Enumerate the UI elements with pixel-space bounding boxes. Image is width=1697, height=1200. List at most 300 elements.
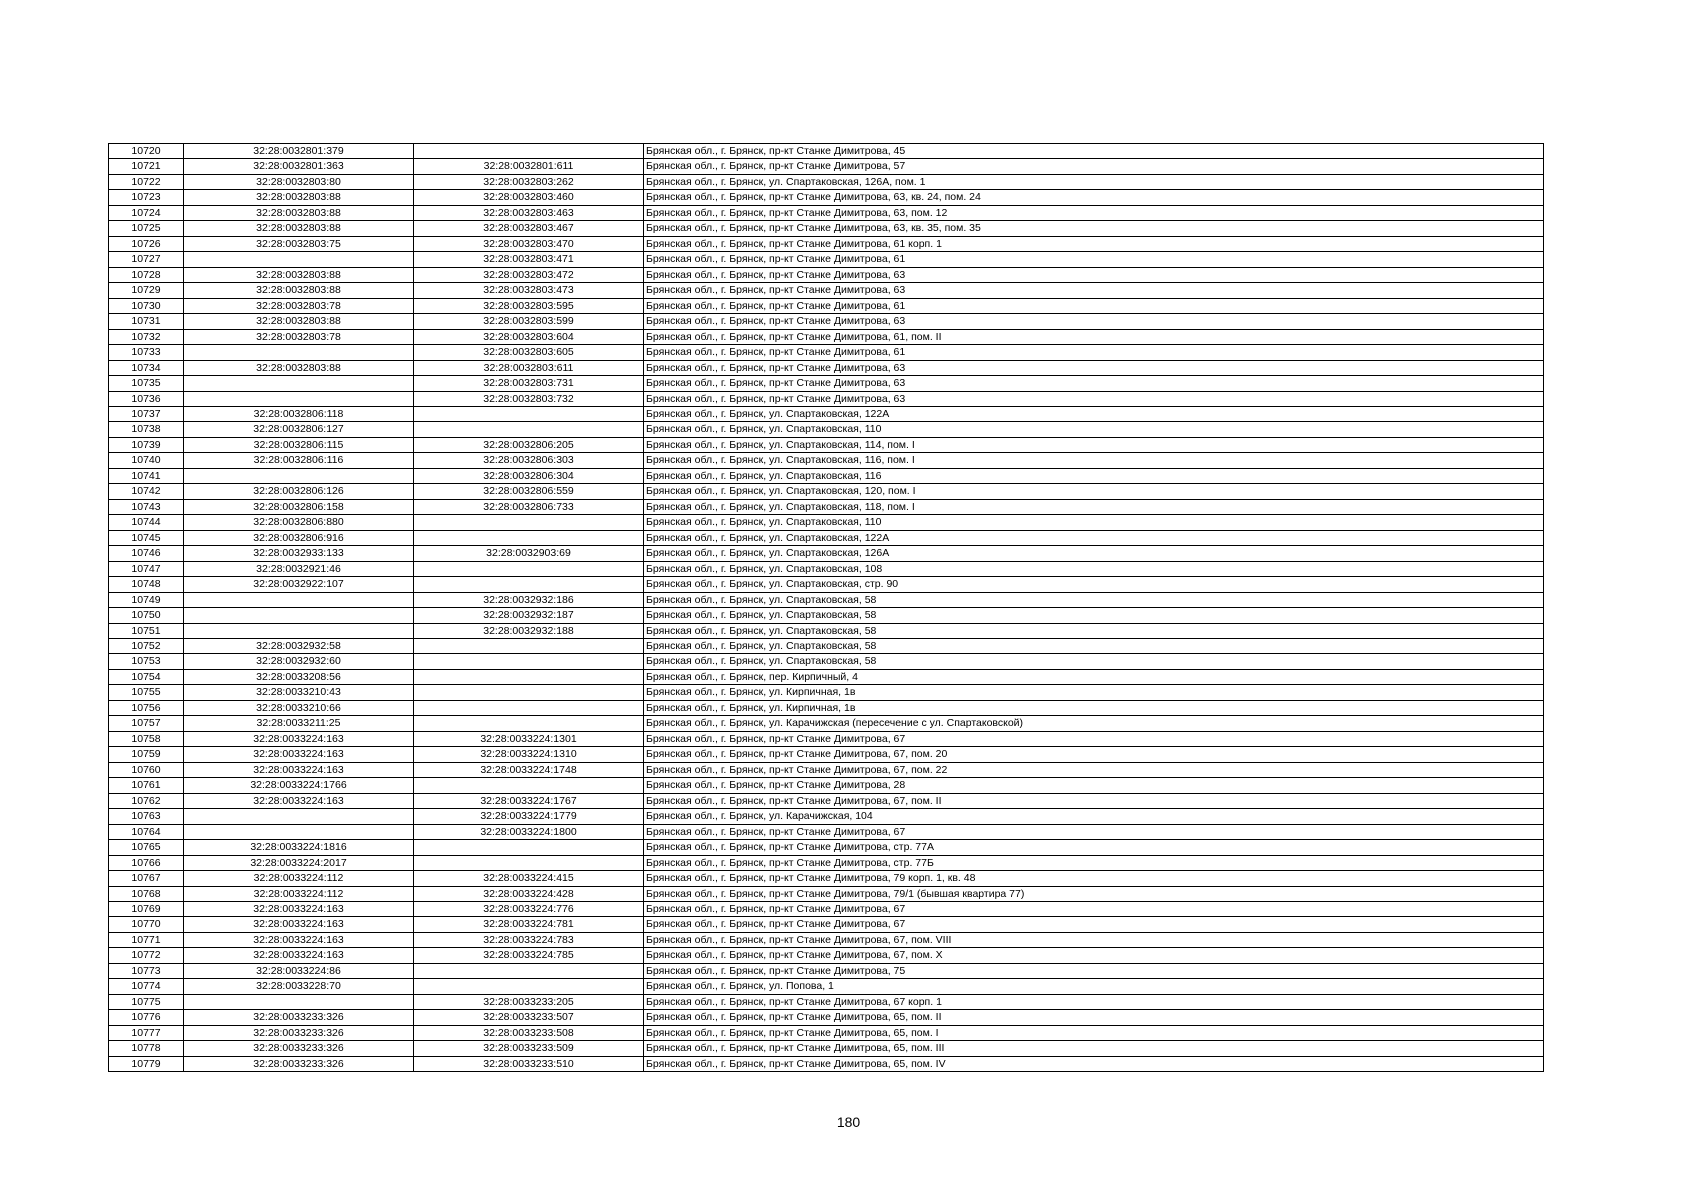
land-cadastral-number-cell: 32:28:0033224:86	[184, 963, 414, 978]
address-cell: Брянская обл., г. Брянск, пр-кт Станке Димитрова, 63	[644, 391, 1544, 406]
object-cadastral-number-cell: 32:28:0032806:303	[414, 453, 644, 468]
land-cadastral-number-cell	[184, 252, 414, 267]
land-cadastral-number-cell: 32:28:0033224:163	[184, 917, 414, 932]
row-number-cell: 10760	[109, 762, 184, 777]
object-cadastral-number-cell: 32:28:0032803:460	[414, 190, 644, 205]
table-row	[109, 530, 1544, 545]
land-cadastral-number-cell	[184, 468, 414, 483]
address-cell: Брянская обл., г. Брянск, пр-кт Станке Димитрова, 67 корп. 1	[644, 994, 1544, 1009]
row-number-cell: 10769	[109, 901, 184, 916]
address-cell: Брянская обл., г. Брянск, пр-кт Станке Димитрова, 67	[644, 824, 1544, 839]
land-cadastral-number-cell: 32:28:0033224:2017	[184, 855, 414, 870]
row-number-cell: 10775	[109, 994, 184, 1009]
land-cadastral-number-cell: 32:28:0033224:163	[184, 948, 414, 963]
object-cadastral-number-cell: 32:28:0033224:783	[414, 932, 644, 947]
land-cadastral-number-cell: 32:28:0032803:80	[184, 174, 414, 189]
address-cell: Брянская обл., г. Брянск, ул. Спартаковская, 110	[644, 422, 1544, 437]
land-cadastral-number-cell: 32:28:0033224:1766	[184, 778, 414, 793]
row-number-cell: 10724	[109, 205, 184, 220]
object-cadastral-number-cell	[414, 639, 644, 654]
object-cadastral-number-cell	[414, 979, 644, 994]
address-cell: Брянская обл., г. Брянск, пр-кт Станке Димитрова, 61	[644, 298, 1544, 313]
object-cadastral-number-cell: 32:28:0032803:604	[414, 329, 644, 344]
table-row	[109, 376, 1544, 391]
table-row	[109, 669, 1544, 684]
address-cell: Брянская обл., г. Брянск, ул. Спартаковская, 58	[644, 608, 1544, 623]
object-cadastral-number-cell	[414, 778, 644, 793]
table-row	[109, 623, 1544, 638]
land-cadastral-number-cell: 32:28:0032803:88	[184, 190, 414, 205]
table-row	[109, 561, 1544, 576]
table-row	[109, 731, 1544, 746]
land-cadastral-number-cell	[184, 592, 414, 607]
table-row	[109, 886, 1544, 901]
table-row	[109, 979, 1544, 994]
row-number-cell: 10770	[109, 917, 184, 932]
row-number-cell: 10747	[109, 561, 184, 576]
address-cell: Брянская обл., г. Брянск, пр-кт Станке Димитрова, 63, пом. 12	[644, 205, 1544, 220]
table-row	[109, 345, 1544, 360]
land-cadastral-number-cell: 32:28:0032806:116	[184, 453, 414, 468]
land-cadastral-number-cell	[184, 345, 414, 360]
row-number-cell: 10778	[109, 1041, 184, 1056]
object-cadastral-number-cell: 32:28:0032803:611	[414, 360, 644, 375]
row-number-cell: 10741	[109, 468, 184, 483]
row-number-cell: 10728	[109, 267, 184, 282]
table-row	[109, 932, 1544, 947]
address-cell: Брянская обл., г. Брянск, пр-кт Станке Димитрова, 63, кв. 24, пом. 24	[644, 190, 1544, 205]
page-number: 180	[836, 1114, 861, 1130]
row-number-cell: 10749	[109, 592, 184, 607]
table-row	[109, 871, 1544, 886]
land-cadastral-number-cell: 32:28:0033210:66	[184, 700, 414, 715]
row-number-cell: 10727	[109, 252, 184, 267]
land-cadastral-number-cell	[184, 824, 414, 839]
table-row	[109, 747, 1544, 762]
row-number-cell: 10730	[109, 298, 184, 313]
address-cell: Брянская обл., г. Брянск, пр-кт Станке Димитрова, 61, пом. II	[644, 329, 1544, 344]
address-cell: Брянская обл., г. Брянск, пр-кт Станке Димитрова, 67, пом. VIII	[644, 932, 1544, 947]
table-row	[109, 685, 1544, 700]
row-number-cell: 10757	[109, 716, 184, 731]
row-number-cell: 10731	[109, 314, 184, 329]
address-cell: Брянская обл., г. Брянск, ул. Спартаковская, 58	[644, 639, 1544, 654]
row-number-cell: 10758	[109, 731, 184, 746]
row-number-cell: 10762	[109, 793, 184, 808]
table-row	[109, 700, 1544, 715]
object-cadastral-number-cell: 32:28:0033233:508	[414, 1025, 644, 1040]
object-cadastral-number-cell: 32:28:0032803:470	[414, 236, 644, 251]
table-row	[109, 314, 1544, 329]
table-row	[109, 1010, 1544, 1025]
land-cadastral-number-cell: 32:28:0033224:163	[184, 731, 414, 746]
table-row	[109, 252, 1544, 267]
object-cadastral-number-cell	[414, 654, 644, 669]
address-cell: Брянская обл., г. Брянск, ул. Спартаковская, 58	[644, 592, 1544, 607]
address-cell: Брянская обл., г. Брянск, пр-кт Станке Димитрова, 67	[644, 731, 1544, 746]
address-cell: Брянская обл., г. Брянск, пр-кт Станке Димитрова, 63	[644, 376, 1544, 391]
table-row	[109, 762, 1544, 777]
land-cadastral-number-cell: 32:28:0033210:43	[184, 685, 414, 700]
table-row	[109, 236, 1544, 251]
address-cell: Брянская обл., г. Брянск, ул. Спартаковская, 120, пом. I	[644, 484, 1544, 499]
table-row	[109, 144, 1544, 159]
land-cadastral-number-cell: 32:28:0033224:163	[184, 901, 414, 916]
table-row	[109, 190, 1544, 205]
object-cadastral-number-cell	[414, 840, 644, 855]
address-cell: Брянская обл., г. Брянск, ул. Спартаковская, 122А	[644, 406, 1544, 421]
object-cadastral-number-cell	[414, 716, 644, 731]
table-row	[109, 1041, 1544, 1056]
land-cadastral-number-cell: 32:28:0032806:880	[184, 515, 414, 530]
land-cadastral-number-cell: 32:28:0032801:379	[184, 144, 414, 159]
land-cadastral-number-cell: 32:28:0032803:88	[184, 205, 414, 220]
address-cell: Брянская обл., г. Брянск, пр-кт Станке Димитрова, 67, пом. 22	[644, 762, 1544, 777]
land-cadastral-number-cell: 32:28:0032803:88	[184, 360, 414, 375]
object-cadastral-number-cell	[414, 855, 644, 870]
table-row	[109, 391, 1544, 406]
table-row	[109, 809, 1544, 824]
table-row	[109, 948, 1544, 963]
object-cadastral-number-cell: 32:28:0032803:467	[414, 221, 644, 236]
object-cadastral-number-cell	[414, 700, 644, 715]
object-cadastral-number-cell: 32:28:0032932:186	[414, 592, 644, 607]
table-row	[109, 577, 1544, 592]
land-cadastral-number-cell: 32:28:0032806:158	[184, 499, 414, 514]
table-row	[109, 840, 1544, 855]
object-cadastral-number-cell	[414, 577, 644, 592]
row-number-cell: 10734	[109, 360, 184, 375]
address-cell: Брянская обл., г. Брянск, пр-кт Станке Димитрова, 75	[644, 963, 1544, 978]
table-row	[109, 221, 1544, 236]
object-cadastral-number-cell: 32:28:0033224:415	[414, 871, 644, 886]
table-row	[109, 608, 1544, 623]
land-cadastral-number-cell	[184, 994, 414, 1009]
row-number-cell: 10744	[109, 515, 184, 530]
table-row	[109, 639, 1544, 654]
object-cadastral-number-cell: 32:28:0033224:1767	[414, 793, 644, 808]
table-row	[109, 778, 1544, 793]
address-cell: Брянская обл., г. Брянск, ул. Карачижская (пересечение с ул. Спартаковской)	[644, 716, 1544, 731]
table-row	[109, 1056, 1544, 1071]
address-cell: Брянская обл., г. Брянск, пр-кт Станке Димитрова, 67, пом. 20	[644, 747, 1544, 762]
land-cadastral-number-cell	[184, 376, 414, 391]
land-cadastral-number-cell: 32:28:0032806:115	[184, 437, 414, 452]
address-cell: Брянская обл., г. Брянск, ул. Спартаковская, 126А	[644, 546, 1544, 561]
address-cell: Брянская обл., г. Брянск, ул. Спартаковская, стр. 90	[644, 577, 1544, 592]
address-cell: Брянская обл., г. Брянск, пр-кт Станке Димитрова, 63	[644, 360, 1544, 375]
row-number-cell: 10755	[109, 685, 184, 700]
object-cadastral-number-cell: 32:28:0032803:605	[414, 345, 644, 360]
object-cadastral-number-cell: 32:28:0032806:733	[414, 499, 644, 514]
address-cell: Брянская обл., г. Брянск, пр-кт Станке Димитрова, стр. 77Б	[644, 855, 1544, 870]
row-number-cell: 10753	[109, 654, 184, 669]
table-row	[109, 793, 1544, 808]
land-cadastral-number-cell: 32:28:0032806:127	[184, 422, 414, 437]
row-number-cell: 10774	[109, 979, 184, 994]
row-number-cell: 10766	[109, 855, 184, 870]
row-number-cell: 10736	[109, 391, 184, 406]
land-cadastral-number-cell: 32:28:0032803:88	[184, 283, 414, 298]
object-cadastral-number-cell	[414, 669, 644, 684]
address-cell: Брянская обл., г. Брянск, ул. Спартаковская, 108	[644, 561, 1544, 576]
object-cadastral-number-cell	[414, 406, 644, 421]
land-cadastral-number-cell	[184, 608, 414, 623]
row-number-cell: 10743	[109, 499, 184, 514]
row-number-cell: 10776	[109, 1010, 184, 1025]
row-number-cell: 10765	[109, 840, 184, 855]
address-cell: Брянская обл., г. Брянск, пр-кт Станке Димитрова, 65, пом. II	[644, 1010, 1544, 1025]
object-cadastral-number-cell: 32:28:0033224:1301	[414, 731, 644, 746]
table-row	[109, 994, 1544, 1009]
address-cell: Брянская обл., г. Брянск, пр-кт Станке Димитрова, 67, пом. X	[644, 948, 1544, 963]
row-number-cell: 10739	[109, 437, 184, 452]
object-cadastral-number-cell: 32:28:0033224:1779	[414, 809, 644, 824]
land-cadastral-number-cell: 32:28:0033208:56	[184, 669, 414, 684]
address-cell: Брянская обл., г. Брянск, пр-кт Станке Димитрова, 67	[644, 917, 1544, 932]
object-cadastral-number-cell: 32:28:0032803:463	[414, 205, 644, 220]
table-row	[109, 298, 1544, 313]
object-cadastral-number-cell: 32:28:0033224:1310	[414, 747, 644, 762]
address-cell: Брянская обл., г. Брянск, пр-кт Станке Димитрова, 63	[644, 267, 1544, 282]
address-cell: Брянская обл., г. Брянск, пер. Кирпичный, 4	[644, 669, 1544, 684]
address-cell: Брянская обл., г. Брянск, ул. Спартаковская, 110	[644, 515, 1544, 530]
address-cell: Брянская обл., г. Брянск, пр-кт Станке Димитрова, 63, кв. 35, пом. 35	[644, 221, 1544, 236]
row-number-cell: 10726	[109, 236, 184, 251]
object-cadastral-number-cell: 32:28:0033224:428	[414, 886, 644, 901]
land-cadastral-number-cell: 32:28:0033224:163	[184, 793, 414, 808]
address-cell: Брянская обл., г. Брянск, ул. Кирпичная, 1в	[644, 685, 1544, 700]
table-row	[109, 205, 1544, 220]
row-number-cell: 10733	[109, 345, 184, 360]
row-number-cell: 10777	[109, 1025, 184, 1040]
object-cadastral-number-cell: 32:28:0033233:507	[414, 1010, 644, 1025]
row-number-cell: 10773	[109, 963, 184, 978]
row-number-cell: 10722	[109, 174, 184, 189]
table-row	[109, 824, 1544, 839]
row-number-cell: 10768	[109, 886, 184, 901]
land-cadastral-number-cell: 32:28:0032922:107	[184, 577, 414, 592]
table-row	[109, 716, 1544, 731]
land-cadastral-number-cell: 32:28:0033224:163	[184, 747, 414, 762]
object-cadastral-number-cell	[414, 515, 644, 530]
land-cadastral-number-cell: 32:28:0033224:163	[184, 932, 414, 947]
address-cell: Брянская обл., г. Брянск, пр-кт Станке Димитрова, 67, пом. II	[644, 793, 1544, 808]
address-cell: Брянская обл., г. Брянск, пр-кт Станке Димитрова, 28	[644, 778, 1544, 793]
land-cadastral-number-cell: 32:28:0033228:70	[184, 979, 414, 994]
object-cadastral-number-cell: 32:28:0032803:471	[414, 252, 644, 267]
land-cadastral-number-cell: 32:28:0032921:46	[184, 561, 414, 576]
land-cadastral-number-cell: 32:28:0032933:133	[184, 546, 414, 561]
address-cell: Брянская обл., г. Брянск, пр-кт Станке Димитрова, 63	[644, 314, 1544, 329]
row-number-cell: 10771	[109, 932, 184, 947]
row-number-cell: 10763	[109, 809, 184, 824]
address-cell: Брянская обл., г. Брянск, ул. Спартаковская, 116, пом. I	[644, 453, 1544, 468]
land-cadastral-number-cell: 32:28:0032803:88	[184, 221, 414, 236]
table-row	[109, 917, 1544, 932]
object-cadastral-number-cell: 32:28:0033224:776	[414, 901, 644, 916]
object-cadastral-number-cell: 32:28:0032803:262	[414, 174, 644, 189]
object-cadastral-number-cell: 32:28:0032803:731	[414, 376, 644, 391]
row-number-cell: 10761	[109, 778, 184, 793]
object-cadastral-number-cell: 32:28:0033233:510	[414, 1056, 644, 1071]
row-number-cell: 10756	[109, 700, 184, 715]
address-cell: Брянская обл., г. Брянск, ул. Спартаковская, 126А, пом. 1	[644, 174, 1544, 189]
registry-table-body	[109, 144, 1544, 1072]
land-cadastral-number-cell: 32:28:0033224:163	[184, 762, 414, 777]
land-cadastral-number-cell: 32:28:0032803:88	[184, 267, 414, 282]
table-row	[109, 654, 1544, 669]
object-cadastral-number-cell: 32:28:0033224:1748	[414, 762, 644, 777]
address-cell: Брянская обл., г. Брянск, пр-кт Станке Димитрова, 57	[644, 159, 1544, 174]
object-cadastral-number-cell	[414, 422, 644, 437]
address-cell: Брянская обл., г. Брянск, пр-кт Станке Димитрова, 67	[644, 901, 1544, 916]
object-cadastral-number-cell: 32:28:0032806:559	[414, 484, 644, 499]
land-cadastral-number-cell: 32:28:0032932:58	[184, 639, 414, 654]
address-cell: Брянская обл., г. Брянск, пр-кт Станке Димитрова, 61	[644, 345, 1544, 360]
registry-table	[108, 143, 1544, 1072]
address-cell: Брянская обл., г. Брянск, ул. Спартаковская, 116	[644, 468, 1544, 483]
row-number-cell: 10721	[109, 159, 184, 174]
object-cadastral-number-cell: 32:28:0032803:472	[414, 267, 644, 282]
object-cadastral-number-cell: 32:28:0033233:509	[414, 1041, 644, 1056]
object-cadastral-number-cell: 32:28:0033224:1800	[414, 824, 644, 839]
row-number-cell: 10725	[109, 221, 184, 236]
land-cadastral-number-cell: 32:28:0033233:326	[184, 1056, 414, 1071]
land-cadastral-number-cell: 32:28:0032803:78	[184, 298, 414, 313]
land-cadastral-number-cell: 32:28:0032806:118	[184, 406, 414, 421]
row-number-cell: 10737	[109, 406, 184, 421]
address-cell: Брянская обл., г. Брянск, ул. Спартаковская, 118, пом. I	[644, 499, 1544, 514]
object-cadastral-number-cell: 32:28:0032932:188	[414, 623, 644, 638]
row-number-cell: 10746	[109, 546, 184, 561]
row-number-cell: 10732	[109, 329, 184, 344]
address-cell: Брянская обл., г. Брянск, пр-кт Станке Димитрова, 61 корп. 1	[644, 236, 1544, 251]
table-row	[109, 515, 1544, 530]
object-cadastral-number-cell	[414, 530, 644, 545]
table-row	[109, 360, 1544, 375]
row-number-cell: 10751	[109, 623, 184, 638]
table-row	[109, 499, 1544, 514]
land-cadastral-number-cell: 32:28:0033224:112	[184, 871, 414, 886]
object-cadastral-number-cell	[414, 963, 644, 978]
row-number-cell: 10759	[109, 747, 184, 762]
table-row	[109, 484, 1544, 499]
land-cadastral-number-cell: 32:28:0033233:326	[184, 1041, 414, 1056]
object-cadastral-number-cell	[414, 685, 644, 700]
row-number-cell: 10748	[109, 577, 184, 592]
row-number-cell: 10764	[109, 824, 184, 839]
land-cadastral-number-cell: 32:28:0032803:75	[184, 236, 414, 251]
object-cadastral-number-cell: 32:28:0033233:205	[414, 994, 644, 1009]
table-row	[109, 267, 1544, 282]
row-number-cell: 10752	[109, 639, 184, 654]
object-cadastral-number-cell: 32:28:0032803:595	[414, 298, 644, 313]
table-row	[109, 468, 1544, 483]
table-row	[109, 406, 1544, 421]
address-cell: Брянская обл., г. Брянск, ул. Попова, 1	[644, 979, 1544, 994]
address-cell: Брянская обл., г. Брянск, пр-кт Станке Димитрова, 79 корп. 1, кв. 48	[644, 871, 1544, 886]
table-row	[109, 174, 1544, 189]
address-cell: Брянская обл., г. Брянск, ул. Спартаковская, 114, пом. I	[644, 437, 1544, 452]
table-row	[109, 283, 1544, 298]
table-row	[109, 1025, 1544, 1040]
table-row	[109, 855, 1544, 870]
row-number-cell: 10740	[109, 453, 184, 468]
row-number-cell: 10767	[109, 871, 184, 886]
table-row	[109, 963, 1544, 978]
object-cadastral-number-cell: 32:28:0033224:785	[414, 948, 644, 963]
address-cell: Брянская обл., г. Брянск, ул. Карачижская, 104	[644, 809, 1544, 824]
land-cadastral-number-cell: 32:28:0033224:112	[184, 886, 414, 901]
address-cell: Брянская обл., г. Брянск, ул. Спартаковская, 58	[644, 623, 1544, 638]
address-cell: Брянская обл., г. Брянск, пр-кт Станке Димитрова, 79/1 (бывшая квартира 77)	[644, 886, 1544, 901]
address-cell: Брянская обл., г. Брянск, пр-кт Станке Димитрова, стр. 77А	[644, 840, 1544, 855]
land-cadastral-number-cell: 32:28:0033224:1816	[184, 840, 414, 855]
address-cell: Брянская обл., г. Брянск, пр-кт Станке Димитрова, 61	[644, 252, 1544, 267]
table-row	[109, 453, 1544, 468]
land-cadastral-number-cell: 32:28:0033211:25	[184, 716, 414, 731]
land-cadastral-number-cell: 32:28:0032803:88	[184, 314, 414, 329]
land-cadastral-number-cell	[184, 623, 414, 638]
table-row	[109, 546, 1544, 561]
land-cadastral-number-cell: 32:28:0032806:126	[184, 484, 414, 499]
address-cell: Брянская обл., г. Брянск, ул. Кирпичная, 1в	[644, 700, 1544, 715]
address-cell: Брянская обл., г. Брянск, пр-кт Станке Димитрова, 65, пом. I	[644, 1025, 1544, 1040]
object-cadastral-number-cell: 32:28:0032803:599	[414, 314, 644, 329]
address-cell: Брянская обл., г. Брянск, ул. Спартаковская, 122А	[644, 530, 1544, 545]
land-cadastral-number-cell	[184, 809, 414, 824]
land-cadastral-number-cell: 32:28:0032801:363	[184, 159, 414, 174]
row-number-cell: 10738	[109, 422, 184, 437]
land-cadastral-number-cell	[184, 391, 414, 406]
object-cadastral-number-cell: 32:28:0032903:69	[414, 546, 644, 561]
row-number-cell: 10720	[109, 144, 184, 159]
land-cadastral-number-cell: 32:28:0033233:326	[184, 1010, 414, 1025]
address-cell: Брянская обл., г. Брянск, пр-кт Станке Димитрова, 63	[644, 283, 1544, 298]
land-cadastral-number-cell: 32:28:0033233:326	[184, 1025, 414, 1040]
address-cell: Брянская обл., г. Брянск, пр-кт Станке Димитрова, 45	[644, 144, 1544, 159]
land-cadastral-number-cell: 32:28:0032932:60	[184, 654, 414, 669]
table-row	[109, 422, 1544, 437]
object-cadastral-number-cell: 32:28:0032803:473	[414, 283, 644, 298]
land-cadastral-number-cell: 32:28:0032803:78	[184, 329, 414, 344]
address-cell: Брянская обл., г. Брянск, пр-кт Станке Димитрова, 65, пом. III	[644, 1041, 1544, 1056]
row-number-cell: 10754	[109, 669, 184, 684]
object-cadastral-number-cell: 32:28:0032932:187	[414, 608, 644, 623]
object-cadastral-number-cell: 32:28:0032806:205	[414, 437, 644, 452]
object-cadastral-number-cell: 32:28:0032803:732	[414, 391, 644, 406]
table-row	[109, 901, 1544, 916]
row-number-cell: 10772	[109, 948, 184, 963]
row-number-cell: 10779	[109, 1056, 184, 1071]
object-cadastral-number-cell	[414, 561, 644, 576]
row-number-cell: 10723	[109, 190, 184, 205]
object-cadastral-number-cell: 32:28:0032801:611	[414, 159, 644, 174]
row-number-cell: 10742	[109, 484, 184, 499]
row-number-cell: 10729	[109, 283, 184, 298]
land-cadastral-number-cell: 32:28:0032806:916	[184, 530, 414, 545]
row-number-cell: 10750	[109, 608, 184, 623]
table-row	[109, 329, 1544, 344]
row-number-cell: 10735	[109, 376, 184, 391]
address-cell: Брянская обл., г. Брянск, пр-кт Станке Димитрова, 65, пом. IV	[644, 1056, 1544, 1071]
table-row	[109, 437, 1544, 452]
object-cadastral-number-cell: 32:28:0033224:781	[414, 917, 644, 932]
table-row	[109, 592, 1544, 607]
object-cadastral-number-cell: 32:28:0032806:304	[414, 468, 644, 483]
address-cell: Брянская обл., г. Брянск, ул. Спартаковская, 58	[644, 654, 1544, 669]
